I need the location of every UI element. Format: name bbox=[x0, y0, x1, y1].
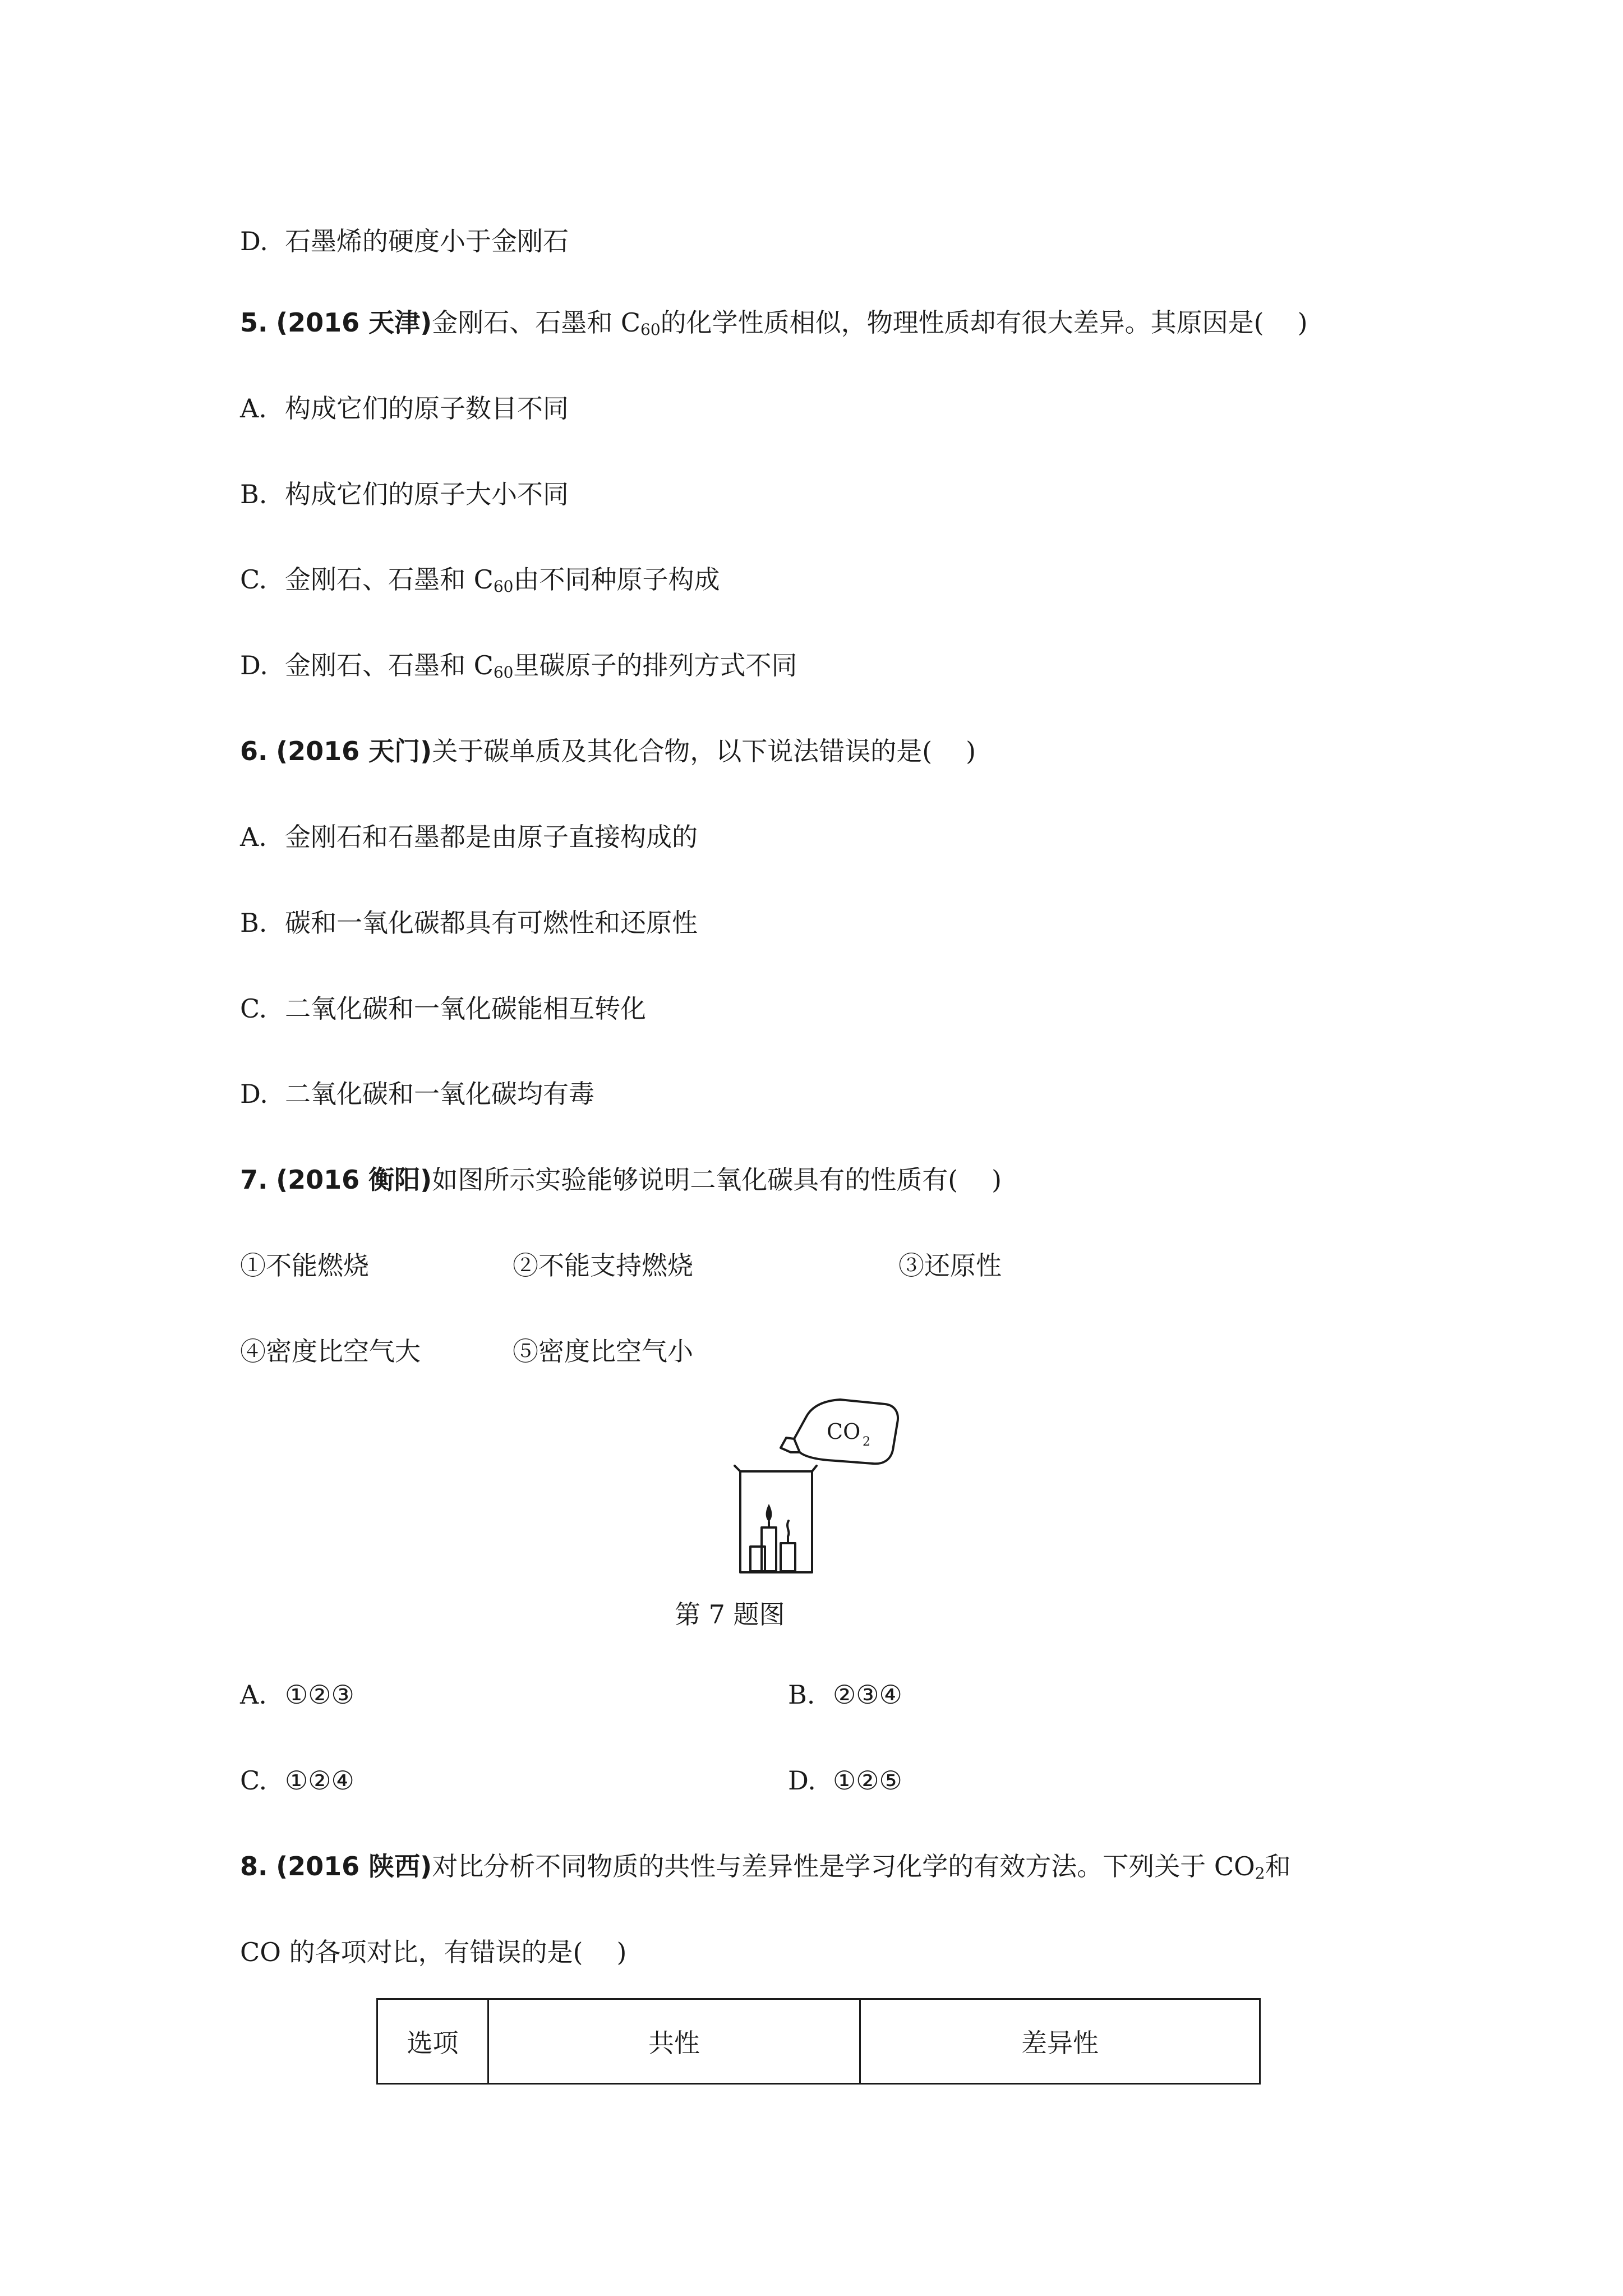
question-source: (2016 天门) bbox=[276, 736, 432, 766]
option-letter: D. bbox=[240, 1079, 268, 1109]
option-letter: A. bbox=[240, 1680, 267, 1710]
q6-stem bbox=[240, 734, 976, 768]
property-item: ④密度比空气大 bbox=[240, 1336, 421, 1366]
figure-caption: 第 7 题图 bbox=[675, 1599, 785, 1630]
q5-option-c bbox=[240, 563, 720, 604]
figure-label-sub: 2 bbox=[863, 1435, 870, 1449]
q7-prop-2 bbox=[513, 1249, 693, 1282]
subscript: 60 bbox=[493, 577, 514, 596]
q7-option-d bbox=[788, 1764, 902, 1797]
q7-prop-3 bbox=[898, 1249, 1002, 1282]
option-text: 构成它们的原子数目不同 bbox=[285, 393, 569, 424]
question-text: 对比分析不同物质的共性与差异性是学习化学的有效方法。下列关于 CO bbox=[432, 1851, 1255, 1881]
option-letter: C. bbox=[240, 993, 268, 1024]
q7-stem bbox=[240, 1163, 1002, 1197]
option-letter: C. bbox=[240, 564, 268, 595]
question-text: 的化学性质相似，物理性质却有很大差异。其原因是( bbox=[660, 307, 1264, 338]
option-text: 由不同种原子构成 bbox=[513, 564, 720, 595]
property-item: ③还原性 bbox=[898, 1250, 1002, 1281]
subscript: 2 bbox=[1255, 1864, 1265, 1883]
question-text: 金刚石、石墨和 C bbox=[432, 307, 641, 338]
q6-option-c bbox=[240, 992, 646, 1025]
q8-table bbox=[376, 1998, 1261, 2085]
table-header-cell: 选项 bbox=[377, 1999, 488, 2084]
option-text: 碳和一氧化碳都具有可燃性和还原性 bbox=[285, 908, 698, 938]
table-header-cell: 共性 bbox=[488, 1999, 860, 2084]
beaker-candle-diagram bbox=[728, 1394, 913, 1573]
option-text: ①②④ bbox=[285, 1765, 354, 1796]
q7-option-b bbox=[788, 1678, 902, 1711]
option-text: 构成它们的原子大小不同 bbox=[285, 479, 569, 509]
option-text: 石墨烯的硬度小于金刚石 bbox=[285, 226, 569, 256]
option-text: 二氧化碳和一氧化碳均有毒 bbox=[285, 1079, 594, 1109]
property-item: ⑤密度比空气小 bbox=[513, 1336, 693, 1366]
option-text: 金刚石和石墨都是由原子直接构成的 bbox=[285, 822, 698, 852]
question-source: (2016 天津) bbox=[276, 307, 432, 338]
q8-stem-line2 bbox=[240, 1935, 626, 1969]
option-text: 金刚石、石墨和 C bbox=[285, 650, 494, 680]
question-text: 关于碳单质及其化合物，以下说法错误的是( bbox=[432, 736, 933, 766]
q7-prop-4 bbox=[240, 1335, 421, 1368]
option-text: ②③④ bbox=[833, 1680, 902, 1710]
q8-stem bbox=[240, 1849, 1291, 1890]
option-letter: B. bbox=[240, 908, 268, 938]
answer-paren-close: ) bbox=[966, 736, 976, 766]
question-source: (2016 陕西) bbox=[276, 1851, 432, 1881]
option-letter: D. bbox=[788, 1765, 816, 1796]
question-text: 和 bbox=[1265, 1851, 1291, 1881]
option-letter: D. bbox=[240, 650, 268, 680]
option-letter: B. bbox=[240, 479, 268, 509]
question-number: 6. bbox=[240, 736, 268, 766]
subscript: 60 bbox=[493, 663, 514, 682]
option-text: ①②⑤ bbox=[833, 1765, 902, 1796]
figure-label: CO bbox=[827, 1419, 861, 1444]
q4-option-d bbox=[240, 224, 569, 258]
answer-paren-close: ) bbox=[992, 1165, 1002, 1195]
q7-props-row-1 bbox=[240, 1249, 369, 1282]
question-number: 8. bbox=[240, 1851, 268, 1881]
q7-figure bbox=[728, 1394, 913, 1573]
question-number: 7. bbox=[240, 1165, 268, 1195]
q5-option-a bbox=[240, 392, 569, 425]
candle-flame bbox=[766, 1504, 772, 1522]
q5-stem bbox=[240, 306, 1308, 347]
option-text: 里碳原子的排列方式不同 bbox=[513, 650, 797, 680]
q7-option-a bbox=[240, 1678, 354, 1711]
property-item: ②不能支持燃烧 bbox=[513, 1250, 693, 1281]
q6-option-d bbox=[240, 1077, 594, 1111]
question-number: 5. bbox=[240, 307, 268, 338]
question-text: CO 的各项对比，有错误的是( bbox=[240, 1937, 583, 1967]
answer-paren-close: ) bbox=[1297, 307, 1308, 338]
candle-high bbox=[781, 1543, 795, 1571]
q6-option-a bbox=[240, 820, 698, 854]
property-item: ①不能燃烧 bbox=[240, 1250, 369, 1281]
option-text: 金刚石、石墨和 C bbox=[285, 564, 494, 595]
q7-prop-5 bbox=[513, 1335, 693, 1368]
option-letter: D. bbox=[240, 226, 268, 256]
q7-option-c bbox=[240, 1764, 354, 1797]
q5-option-d bbox=[240, 648, 797, 689]
table-header-row bbox=[377, 1999, 1260, 2084]
option-text: 二氧化碳和一氧化碳能相互转化 bbox=[285, 993, 646, 1024]
option-letter: C. bbox=[240, 1765, 268, 1796]
q6-option-b bbox=[240, 906, 698, 940]
question-text: 如图所示实验能够说明二氧化碳具有的性质有( bbox=[432, 1165, 958, 1195]
option-letter: B. bbox=[788, 1680, 815, 1710]
candle-high-base bbox=[762, 1527, 776, 1571]
table-header-cell: 差异性 bbox=[860, 1999, 1260, 2084]
option-letter: A. bbox=[240, 822, 267, 852]
candle-low bbox=[750, 1547, 765, 1571]
q5-option-b bbox=[240, 477, 569, 511]
option-letter: A. bbox=[240, 393, 267, 424]
answer-paren-close: ) bbox=[616, 1937, 627, 1967]
subscript: 60 bbox=[640, 320, 661, 339]
option-text: ①②③ bbox=[285, 1680, 354, 1710]
question-source: (2016 衡阳) bbox=[276, 1165, 432, 1195]
